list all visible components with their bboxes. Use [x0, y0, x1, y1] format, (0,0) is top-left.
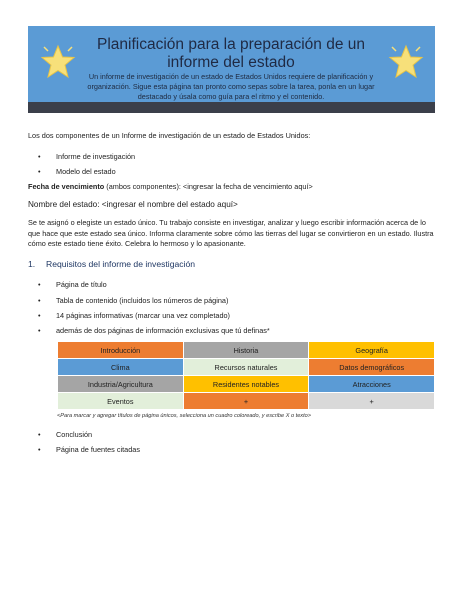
grid-instruction-note: <Para marcar y agregar títulos de página únicos, selecciona un cuadro coloreado, y escribe X o texto> — [57, 413, 312, 419]
topic-cell[interactable]: + — [183, 393, 309, 410]
star-icon-right — [388, 43, 424, 81]
topic-cell[interactable]: Industria/Agricultura — [58, 376, 184, 393]
section-heading — [28, 259, 195, 269]
topic-cell[interactable]: Atracciones — [309, 376, 435, 393]
topic-cell[interactable]: Datos demográficos — [309, 359, 435, 376]
topic-cell[interactable]: Geografía — [309, 342, 435, 359]
header-dark-bar — [28, 102, 435, 113]
topic-cell[interactable]: Recursos naturales — [183, 359, 309, 376]
star-icon-left — [40, 43, 76, 81]
due-date-placeholder: (ambos componentes): <ingresar la fecha de vencimiento aquí> — [104, 182, 313, 191]
table-row — [58, 393, 435, 410]
topic-cell[interactable]: Clima — [58, 359, 184, 376]
topic-cell[interactable]: Eventos — [58, 393, 184, 410]
state-name-placeholder: : <ingresar el nombre del estado aquí> — [97, 200, 238, 209]
table-row — [58, 359, 435, 376]
intro-text: Los dos componentes de un Informe de investigación de un estado de Estados Unidos: — [28, 131, 311, 140]
due-date-line[interactable] — [28, 182, 438, 191]
state-name-line[interactable] — [28, 200, 438, 209]
due-date-label: Fecha de vencimiento — [28, 182, 105, 191]
title-line-1: Planificación para la preparación de un — [97, 36, 365, 53]
page-title — [90, 36, 372, 72]
topic-cell[interactable]: + — [309, 393, 435, 410]
description-paragraph: Se te asignó o elegiste un estado único. Tu trabajo consiste en investigar, analizar y luego escribir información acerca de lo que hace que este estado sea único. Informa claramente sobre cómo las tierras del lugar se convirtieron en un estado. Ilustra cómo este estado tiene éxito. Celebra lo hermoso y lo apasionante. — [28, 218, 434, 248]
state-name-label: Nombre del estado — [28, 200, 98, 209]
topics-grid — [57, 341, 435, 410]
topic-cell[interactable]: Historia — [183, 342, 309, 359]
table-row — [58, 376, 435, 393]
page-subtitle: Un informe de investigación de un estado de Estados Unidos requiere de planificación y organización. Sigue esta página tan pronto como sepas sobre la tarea, ponla en un lugar destacado y úsala como guía para el ritmo y el contenido. — [87, 72, 375, 101]
title-line-2: informe del estado — [167, 54, 295, 71]
table-row — [58, 342, 435, 359]
section-number: 1. — [28, 259, 36, 269]
topic-cell[interactable]: Residentes notables — [183, 376, 309, 393]
section-title: Requisitos del informe de investigación — [46, 259, 196, 269]
topic-cell[interactable]: Introducción — [58, 342, 184, 359]
